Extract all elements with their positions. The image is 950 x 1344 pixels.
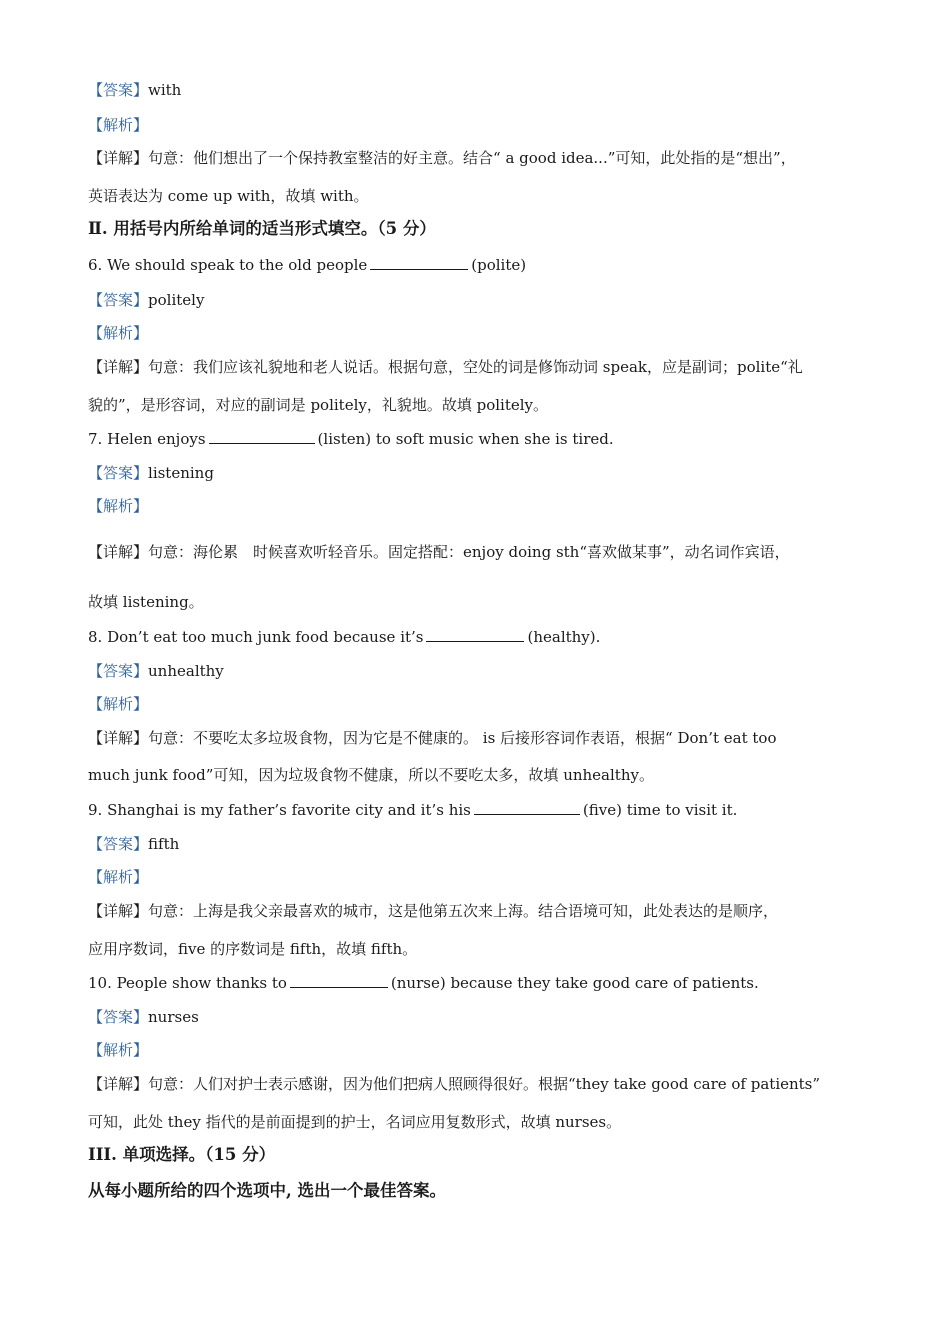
analysis-label: 【解析】 <box>88 1041 149 1059</box>
analysis-label: 【解析】 <box>88 324 149 342</box>
detail-line: 【详解】句意：不要吃太多垃圾食物，因为它是不健康的。 is 后接形容词作表语，根据“ Don’t eat too <box>88 729 777 747</box>
detail-line-cont: much junk food”可知，因为垃圾食物不健康，所以不要吃太多，故填 unhealthy。 <box>88 766 654 784</box>
answer-line: 【答案】fifth <box>88 835 180 853</box>
detail-line: 【详解】句意：上海是我父亲最喜欢的城市，这是他第五次来上海。结合语境可知，此处表达的是顺序， <box>88 902 779 920</box>
question-8: 8. Don’t eat too much junk food because it’s (healthy). <box>88 628 601 646</box>
detail-line-cont: 英语表达为 come up with，故填 with。 <box>88 187 369 205</box>
answer-blank <box>426 627 524 642</box>
detail-line: 【详解】句意：人们对护士表示感谢，因为他们把病人照顾得很好。根据“they take good care of patients” <box>88 1075 821 1093</box>
detail-line-cont: 貌的”，是形容词，对应的副词是 politely，礼貌地。故填 politely。 <box>88 396 549 414</box>
detail-line: 【详解】句意：他们想出了一个保持教室整洁的好主意。结合“ a good idea...”可知，此处指的是“想出”， <box>88 149 796 167</box>
question-10: 10. People show thanks to (nurse) because they take good care of patients. <box>88 974 759 992</box>
answer-blank <box>474 800 580 815</box>
detail-line-cont: 可知，此处 they 指代的是前面提到的护士，名词应用复数形式，故填 nurses。 <box>88 1113 622 1131</box>
analysis-label: 【解析】 <box>88 497 149 515</box>
section-heading: Ⅱ. 用括号内所给单词的适当形式填空。（5 分） <box>88 219 436 238</box>
answer-line: 【答案】nurses <box>88 1008 199 1026</box>
detail-line: 【详解】句意：我们应该礼貌地和老人说话。根据句意，空处的词是修饰动词 speak，应是副词；polite“礼 <box>88 358 803 376</box>
question-6: 6. We should speak to the old people (polite) <box>88 256 527 274</box>
detail-line: 【详解】句意：海伦累 时候喜欢听轻音乐。固定搭配：enjoy doing sth“喜欢做某事”，动名词作宾语， <box>88 543 790 561</box>
answer-blank <box>370 255 468 270</box>
answer-line: 【答案】unhealthy <box>88 662 224 680</box>
analysis-label: 【解析】 <box>88 868 149 886</box>
answer-line: 【答案】with <box>88 81 182 99</box>
answer-line: 【答案】politely <box>88 291 205 309</box>
analysis-label: 【解析】 <box>88 695 149 713</box>
question-9: 9. Shanghai is my father’s favorite city and it’s his (five) time to visit it. <box>88 801 738 819</box>
analysis-label: 【解析】 <box>88 116 149 134</box>
answer-blank <box>290 973 388 988</box>
detail-line-cont: 故填 listening。 <box>88 593 204 611</box>
question-7: 7. Helen enjoys (listen) to soft music when she is tired. <box>88 430 614 448</box>
answer-blank <box>209 429 315 444</box>
answer-line: 【答案】listening <box>88 464 214 482</box>
section-heading: III. 单项选择。（15 分） <box>88 1145 276 1164</box>
detail-line-cont: 应用序数词，five 的序数词是 fifth，故填 fifth。 <box>88 940 418 958</box>
section-instruction: 从每小题所给的四个选项中, 选出一个最佳答案。 <box>88 1181 446 1200</box>
